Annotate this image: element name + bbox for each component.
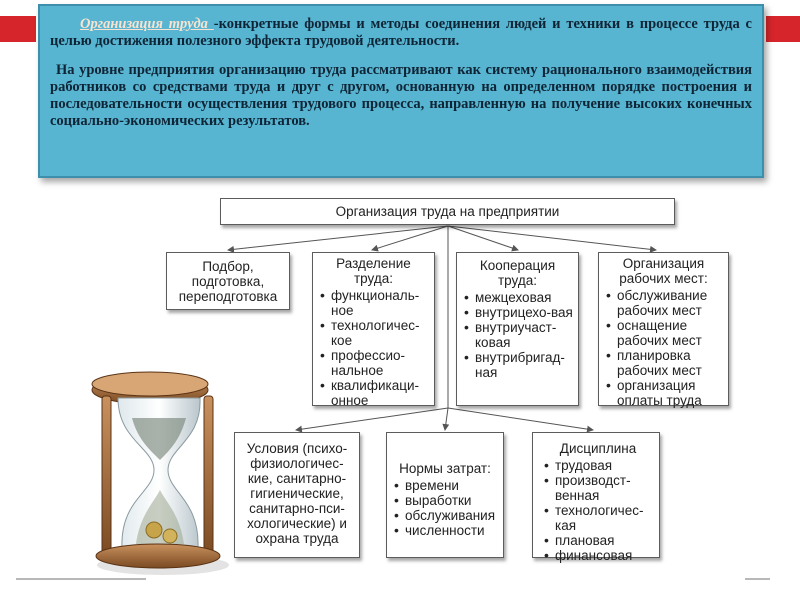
- arrow-to-selection: [228, 226, 448, 250]
- node-cooperation-list: [461, 290, 574, 380]
- list-item: • выработки: [405, 493, 499, 508]
- list-item: • технологичес-кое: [331, 318, 430, 348]
- node-division-title: Разделение труда:: [336, 256, 411, 286]
- node-norms-title: Нормы затрат:: [399, 461, 491, 476]
- node-selection: [166, 252, 290, 310]
- node-conditions-text: Условия (психо-физиологичес-кие, санитарно-гигиенические, санитарно-пси-хологические) и охрана труда: [246, 441, 348, 546]
- hourglass-illustration: [88, 360, 238, 580]
- node-conditions: [234, 432, 360, 558]
- list-item: • внутрицехо-вая: [475, 305, 574, 320]
- node-selection-text: Подбор, подготовка, переподготовка: [178, 259, 278, 304]
- root-node: Организация труда на предприятии: [220, 198, 675, 225]
- arrow-to-norms: [445, 408, 448, 430]
- bottom-divider-right: [745, 578, 770, 580]
- enterprise-paragraph: На уровне предприятия организацию труда рассматривают как систему рационального взаимодействия работников со средствами труда и друг с другом, основанную на определенном порядке построения и последовательности осуществления трудового процесса, направленную на получение высоких конечных социально-экономических результатов.: [50, 62, 752, 129]
- node-discipline-list: [541, 458, 655, 563]
- list-item: • организация оплаты труда: [617, 378, 724, 408]
- list-item: • производст-венная: [555, 473, 655, 503]
- node-discipline-title: Дисциплина: [559, 441, 637, 456]
- bottom-divider-left: [16, 578, 146, 580]
- node-division: [312, 252, 435, 406]
- term-highlight: Организация труда: [80, 16, 214, 32]
- list-item: • профессио-нальное: [331, 348, 430, 378]
- node-norms: [386, 432, 504, 558]
- node-norms-list: [391, 478, 499, 538]
- list-item: • численности: [405, 523, 499, 538]
- list-item: • внутрибригад-ная: [475, 350, 574, 380]
- list-item: • планировка рабочих мест: [617, 348, 724, 378]
- list-item: • трудовая: [555, 458, 655, 473]
- list-item: • плановая: [555, 533, 655, 548]
- definition-body: -конкретные формы и методы соединения людей и техники в процессе труда с целью достижения полезного эффекта трудовой деятельности.: [50, 16, 752, 49]
- list-item: • квалификаци-онное: [331, 378, 430, 408]
- node-cooperation: [456, 252, 579, 406]
- node-workplaces: [598, 252, 729, 406]
- list-item: • внутриучаст-ковая: [475, 320, 574, 350]
- node-cooperation-title: Кооперация труда:: [479, 258, 556, 288]
- arrow-to-division: [372, 226, 448, 250]
- list-item: • обслуживание рабочих мест: [617, 288, 724, 318]
- list-item: • оснащение рабочих мест: [617, 318, 724, 348]
- node-division-list: [317, 288, 430, 408]
- arrow-to-conditions: [296, 408, 448, 430]
- node-workplaces-title: Организация рабочих мест:: [619, 256, 708, 286]
- list-item: • межцеховая: [475, 290, 574, 305]
- node-workplaces-list: [603, 288, 724, 408]
- list-item: • финансовая: [555, 548, 655, 563]
- arrow-to-discipline: [448, 408, 593, 430]
- list-item: • технологичес-кая: [555, 503, 655, 533]
- arrow-to-workplaces: [448, 226, 656, 250]
- node-discipline: [532, 432, 660, 563]
- list-item: • времени: [405, 478, 499, 493]
- list-item: • функциональ-ное: [331, 288, 430, 318]
- list-item: • обслуживания: [405, 508, 499, 523]
